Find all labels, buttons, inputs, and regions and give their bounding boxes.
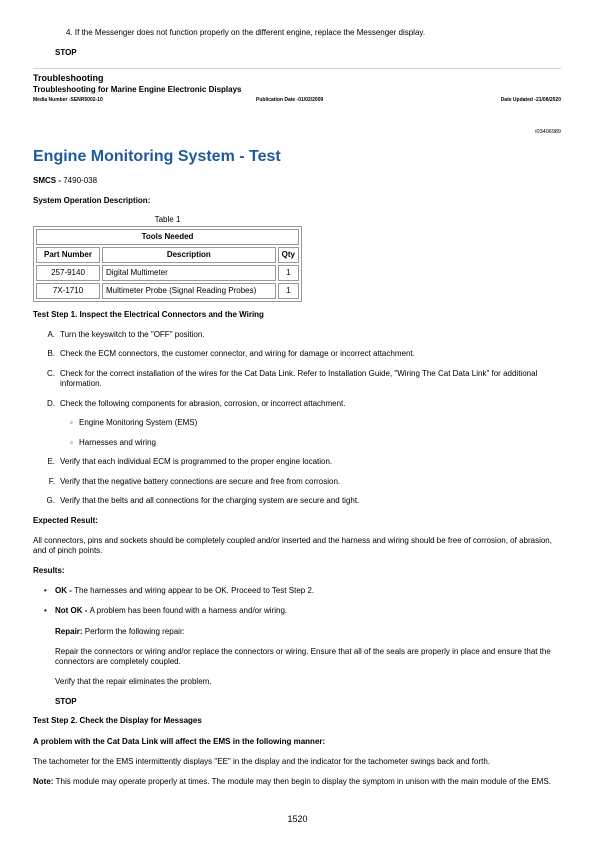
sub-list-item: ◦ Harnesses and wiring — [70, 438, 156, 447]
smcs-label: SMCS - — [33, 176, 64, 185]
bullet-icon: • — [44, 586, 47, 595]
section-title: Troubleshooting — [33, 73, 104, 83]
table-header: Tools Needed — [36, 229, 299, 245]
page-title: Engine Monitoring System - Test — [33, 148, 281, 165]
smcs-value: 7490-038 — [63, 176, 98, 185]
expected-result-heading: Expected Result: — [33, 516, 98, 525]
list-item: E. Verify that each individual ECM is programmed to the proper engine location. — [47, 457, 333, 466]
list-item: B. Check the ECM connectors, the customer connector, and wiring for damage or incorrect attachment. — [47, 349, 415, 358]
table-row — [36, 283, 299, 299]
qty-cell: 1 — [278, 283, 299, 299]
repair-stop: STOP — [55, 697, 77, 706]
header-divider — [33, 68, 561, 69]
repair-label: Repair: Perform the following repair: — [55, 627, 185, 636]
step-2-subheading: A problem with the Cat Data Link will affect the EMS in the following manner: — [33, 737, 326, 746]
system-operation-heading: System Operation Description: — [33, 196, 151, 205]
step-2-note: Note: This module may operate properly at times. The module may then begin to display the symptom in unison with the main module of the EMS. — [33, 777, 551, 786]
column-header: Description — [102, 247, 276, 263]
description-cell: Digital Multimeter — [102, 265, 276, 281]
circle-bullet-icon: ◦ — [70, 418, 73, 427]
results-heading: Results: — [33, 566, 65, 575]
table-caption: Table 1 — [154, 215, 181, 224]
test-step-2-heading: Test Step 2. Check the Display for Messages — [33, 716, 202, 725]
test-step-1-heading: Test Step 1. Inspect the Electrical Connectors and the Wiring — [33, 310, 264, 319]
smcs-code — [33, 176, 97, 186]
step-2-paragraph: The tachometer for the EMS intermittently displays "EE" in the display and the indicator for the tachometer swings back and forth. — [33, 757, 491, 766]
media-number: Media Number -SENR5002-10 — [33, 97, 103, 103]
sub-list-item: ◦ Engine Monitoring System (EMS) — [70, 418, 198, 427]
part-number-cell: 257-9140 — [36, 265, 100, 281]
table-row — [36, 265, 299, 281]
list-item: A. Turn the keyswitch to the "OFF" position. — [47, 330, 205, 339]
circle-bullet-icon: ◦ — [70, 438, 73, 447]
result-ok: • OK - The harnesses and wiring appear to be OK. Proceed to Test Step 2. — [44, 586, 315, 595]
publication-meta — [33, 97, 561, 103]
repair-verify: Verify that the repair eliminates the problem. — [55, 677, 212, 686]
list-item: G. Verify that the belts and all connections for the charging system are secure and tight. — [46, 496, 360, 505]
manual-subtitle: Troubleshooting for Marine Engine Electronic Displays — [33, 85, 242, 94]
date-updated: Date Updated -21/08/2020 — [500, 97, 561, 103]
repair-paragraph: Repair the connectors or wiring and/or replace the connectors or wiring. Ensure that all of the seals are properly in place and ensure that the connectors are completely coupled. — [55, 647, 551, 666]
list-item: F. Verify that the negative battery connections are secure and free from corrosion. — [48, 477, 341, 486]
column-header: Part Number — [36, 247, 100, 263]
bullet-icon: • — [44, 606, 47, 615]
document-id: i03406989 — [535, 129, 561, 135]
publication-date: Publication Date -01/02/2009 — [256, 97, 324, 103]
expected-result-text: All connectors, pins and sockets should be completely coupled and/or inserted and the harness and wiring should be free of corrosion, of abrasion, and of pinch points. — [33, 536, 552, 555]
list-item: C. Check for the correct installation of the wires for the Cat Data Link. Refer to Installation Guide, "Wiring The Cat Data Link" for additional information. — [47, 369, 538, 388]
previous-step-4: 4. If the Messenger does not function properly on the different engine, replace the Messenger display. — [66, 28, 426, 37]
result-not-ok: • Not OK - A problem has been found with a harness and/or wiring. — [44, 606, 288, 615]
page-number: 1520 — [287, 814, 308, 824]
list-item: D. Check the following components for abrasion, corrosion, or incorrect attachment. — [47, 399, 346, 408]
tools-table — [33, 226, 302, 302]
column-header: Qty — [278, 247, 299, 263]
part-number-cell: 7X-1710 — [36, 283, 100, 299]
qty-cell: 1 — [278, 265, 299, 281]
previous-stop: STOP — [55, 48, 77, 57]
description-cell: Multimeter Probe (Signal Reading Probes) — [102, 283, 276, 299]
